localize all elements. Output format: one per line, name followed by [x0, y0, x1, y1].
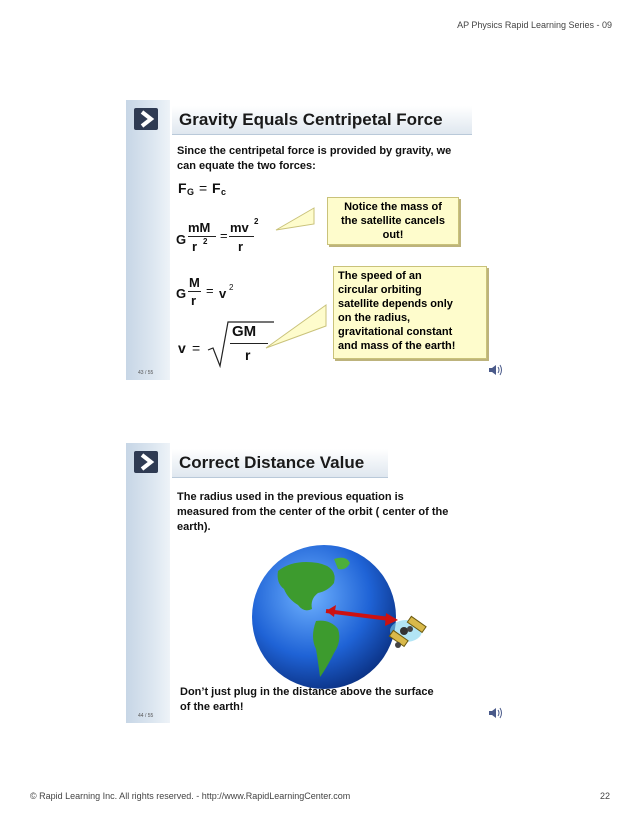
- callout-mass-cancels: Notice the mass of the satellite cancels out!: [327, 197, 459, 245]
- page-footer-copyright: © Rapid Learning Inc. All rights reserved. - http://www.RapidLearningCenter.com: [30, 791, 351, 801]
- intro-line-3: earth).: [177, 521, 211, 533]
- slide-number: 43 / 55: [138, 370, 154, 376]
- slide-number: 44 / 55: [138, 713, 154, 719]
- slide-title: Gravity Equals Centripetal Force: [179, 110, 443, 129]
- chevron-right-icon: [134, 451, 158, 473]
- bottom-line-1: Don’t just plug in the distance above the surface: [180, 686, 434, 698]
- speaker-icon[interactable]: [488, 363, 504, 377]
- intro-line-1: The radius used in the previous equation is: [177, 491, 404, 503]
- slide-sidebar: [126, 443, 170, 723]
- slide-correct-distance: [126, 443, 511, 723]
- page-number: 22: [599, 791, 610, 801]
- earth-orbit-illustration: [238, 541, 438, 691]
- intro-line-1: Since the centripetal force is provided by gravity, we: [177, 145, 452, 157]
- intro-line-2: measured from the center of the orbit ( center of the: [177, 506, 449, 518]
- speaker-icon[interactable]: [488, 706, 504, 720]
- slide-title-bar: [172, 449, 388, 478]
- page-header: AP Physics Rapid Learning Series - 09: [457, 20, 612, 30]
- intro-line-2: can equate the two forces:: [177, 160, 316, 172]
- bottom-line-2: of the earth!: [180, 701, 244, 713]
- callout-speed-dependence: The speed of an circular orbiting satellite depends only on the radius, gravitational constant and mass of the earth!: [333, 266, 487, 359]
- slide-gravity-centripetal: 43 / 55 Gravity Equals Centripetal Force Since the centripetal force is provided by gravity, we can equate the two forces: F G = F c G mM r 2 = mv 2 r G M r = v 2 v = GM r Notice the mass of the satellite cancels out! The speed of an circular orbiting satellite depends only on the radius, gravitational constant and mass of the earth!: [126, 100, 511, 380]
- slide-title: Correct Distance Value: [179, 453, 365, 472]
